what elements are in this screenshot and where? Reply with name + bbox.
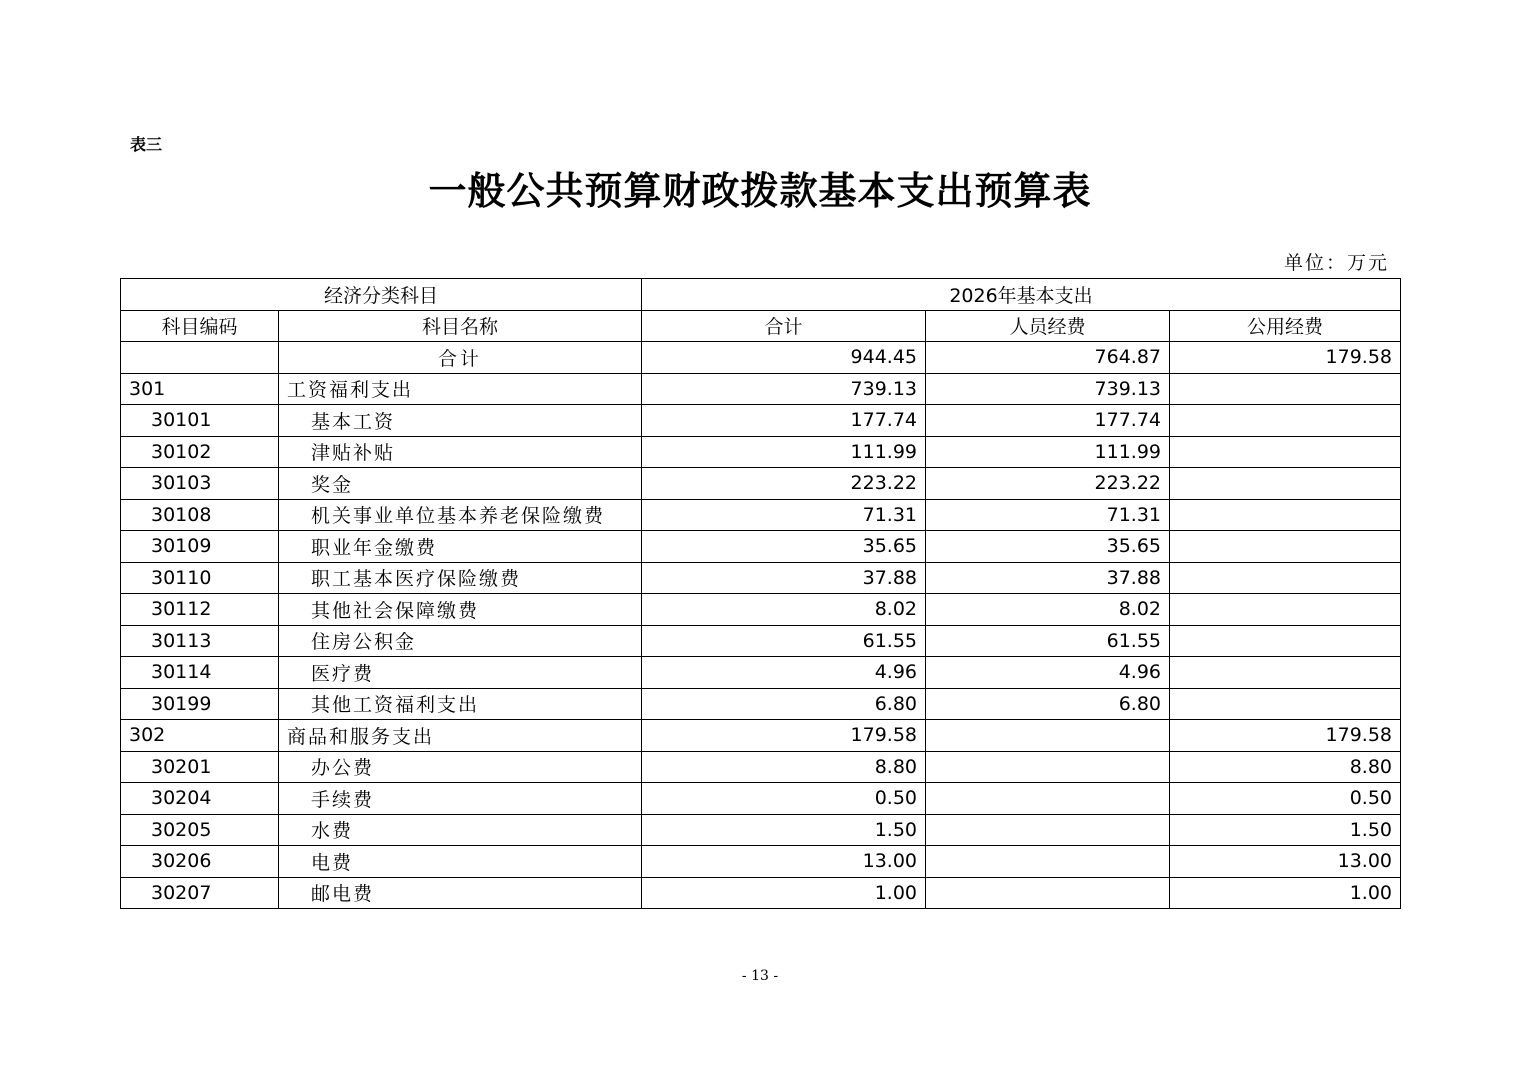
cell-name: 基本工资 [279, 405, 642, 437]
table-row [121, 783, 1401, 815]
table-row [121, 499, 1401, 531]
cell-name: 机关事业单位基本养老保险缴费 [279, 499, 642, 531]
table-row [121, 751, 1401, 783]
cell-name: 电费 [279, 846, 642, 878]
cell-public: 0.50 [1170, 783, 1401, 815]
column-header-total: 合计 [642, 310, 926, 342]
cell-name: 奖金 [279, 468, 642, 500]
cell-public: 8.80 [1170, 751, 1401, 783]
cell-total: 179.58 [642, 720, 926, 752]
cell-total: 1.50 [642, 814, 926, 846]
cell-total: 8.02 [642, 594, 926, 626]
cell-code: 30204 [121, 783, 279, 815]
cell-code: 30113 [121, 625, 279, 657]
table-row [121, 814, 1401, 846]
cell-personnel: 4.96 [926, 657, 1170, 689]
unit-label: 单位：万元 [1283, 252, 1389, 274]
table-row [121, 342, 1401, 374]
cell-code: 30205 [121, 814, 279, 846]
cell-total: 944.45 [642, 342, 926, 374]
cell-public [1170, 373, 1401, 405]
cell-code: 30199 [121, 688, 279, 720]
cell-name: 工资福利支出 [279, 373, 642, 405]
cell-public [1170, 499, 1401, 531]
cell-public: 1.00 [1170, 877, 1401, 909]
cell-public: 1.50 [1170, 814, 1401, 846]
cell-code: 30109 [121, 531, 279, 563]
table-row [121, 720, 1401, 752]
cell-name: 职业年金缴费 [279, 531, 642, 563]
cell-total: 6.80 [642, 688, 926, 720]
table-header-row [121, 310, 1401, 342]
cell-code: 30114 [121, 657, 279, 689]
cell-total: 177.74 [642, 405, 926, 437]
cell-total: 8.80 [642, 751, 926, 783]
cell-total: 71.31 [642, 499, 926, 531]
table-row [121, 657, 1401, 689]
cell-public: 179.58 [1170, 342, 1401, 374]
cell-name: 其他社会保障缴费 [279, 594, 642, 626]
cell-code: 301 [121, 373, 279, 405]
column-header-name: 科目名称 [279, 310, 642, 342]
cell-public: 179.58 [1170, 720, 1401, 752]
cell-total: 4.96 [642, 657, 926, 689]
cell-total: 61.55 [642, 625, 926, 657]
budget-table [120, 278, 1401, 909]
table-row [121, 468, 1401, 500]
cell-total: 739.13 [642, 373, 926, 405]
cell-total: 111.99 [642, 436, 926, 468]
cell-personnel: 71.31 [926, 499, 1170, 531]
cell-name: 职工基本医疗保险缴费 [279, 562, 642, 594]
group-header-basic-expenditure: 2026年基本支出 [642, 279, 1401, 311]
cell-name: 邮电费 [279, 877, 642, 909]
cell-public [1170, 625, 1401, 657]
cell-code: 30112 [121, 594, 279, 626]
cell-name: 手续费 [279, 783, 642, 815]
table-row [121, 846, 1401, 878]
table-row [121, 562, 1401, 594]
column-header-personnel: 人员经费 [926, 310, 1170, 342]
cell-personnel [926, 751, 1170, 783]
cell-code: 30206 [121, 846, 279, 878]
cell-total: 1.00 [642, 877, 926, 909]
cell-name: 合计 [279, 342, 642, 374]
cell-public [1170, 531, 1401, 563]
cell-personnel: 177.74 [926, 405, 1170, 437]
cell-personnel [926, 846, 1170, 878]
table-row [121, 373, 1401, 405]
cell-public [1170, 436, 1401, 468]
cell-total: 223.22 [642, 468, 926, 500]
cell-personnel: 223.22 [926, 468, 1170, 500]
cell-personnel: 37.88 [926, 562, 1170, 594]
cell-total: 0.50 [642, 783, 926, 815]
cell-code: 302 [121, 720, 279, 752]
column-header-public: 公用经费 [1170, 310, 1401, 342]
table-row [121, 405, 1401, 437]
cell-total: 13.00 [642, 846, 926, 878]
page-title: 一般公共预算财政拨款基本支出预算表 [428, 168, 1092, 213]
cell-name: 水费 [279, 814, 642, 846]
cell-public [1170, 562, 1401, 594]
cell-personnel: 35.65 [926, 531, 1170, 563]
cell-code: 30102 [121, 436, 279, 468]
cell-code: 30103 [121, 468, 279, 500]
table-row [121, 594, 1401, 626]
cell-code: 30207 [121, 877, 279, 909]
cell-personnel: 8.02 [926, 594, 1170, 626]
cell-name: 办公费 [279, 751, 642, 783]
cell-public [1170, 405, 1401, 437]
table-group-header-row [121, 279, 1401, 311]
group-header-economic-category: 经济分类科目 [121, 279, 642, 311]
cell-name: 商品和服务支出 [279, 720, 642, 752]
table-row [121, 531, 1401, 563]
cell-code: 30110 [121, 562, 279, 594]
cell-code: 30201 [121, 751, 279, 783]
cell-personnel [926, 814, 1170, 846]
cell-public: 13.00 [1170, 846, 1401, 878]
cell-code: 30101 [121, 405, 279, 437]
cell-public [1170, 468, 1401, 500]
cell-personnel: 739.13 [926, 373, 1170, 405]
table-row [121, 877, 1401, 909]
cell-name: 医疗费 [279, 657, 642, 689]
cell-code: 30108 [121, 499, 279, 531]
cell-personnel [926, 783, 1170, 815]
cell-public [1170, 657, 1401, 689]
table-row [121, 436, 1401, 468]
cell-total: 35.65 [642, 531, 926, 563]
table-row [121, 625, 1401, 657]
cell-total: 37.88 [642, 562, 926, 594]
cell-name: 住房公积金 [279, 625, 642, 657]
cell-public [1170, 594, 1401, 626]
cell-personnel [926, 720, 1170, 752]
cell-personnel: 6.80 [926, 688, 1170, 720]
table-row [121, 688, 1401, 720]
table-body [121, 342, 1401, 909]
cell-personnel: 111.99 [926, 436, 1170, 468]
cell-personnel [926, 877, 1170, 909]
page-number: - 13 - [741, 968, 779, 984]
column-header-code: 科目编码 [121, 310, 279, 342]
cell-code [121, 342, 279, 374]
cell-personnel: 61.55 [926, 625, 1170, 657]
table-label: 表三 [130, 135, 163, 154]
cell-name: 其他工资福利支出 [279, 688, 642, 720]
cell-personnel: 764.87 [926, 342, 1170, 374]
cell-name: 津贴补贴 [279, 436, 642, 468]
cell-public [1170, 688, 1401, 720]
